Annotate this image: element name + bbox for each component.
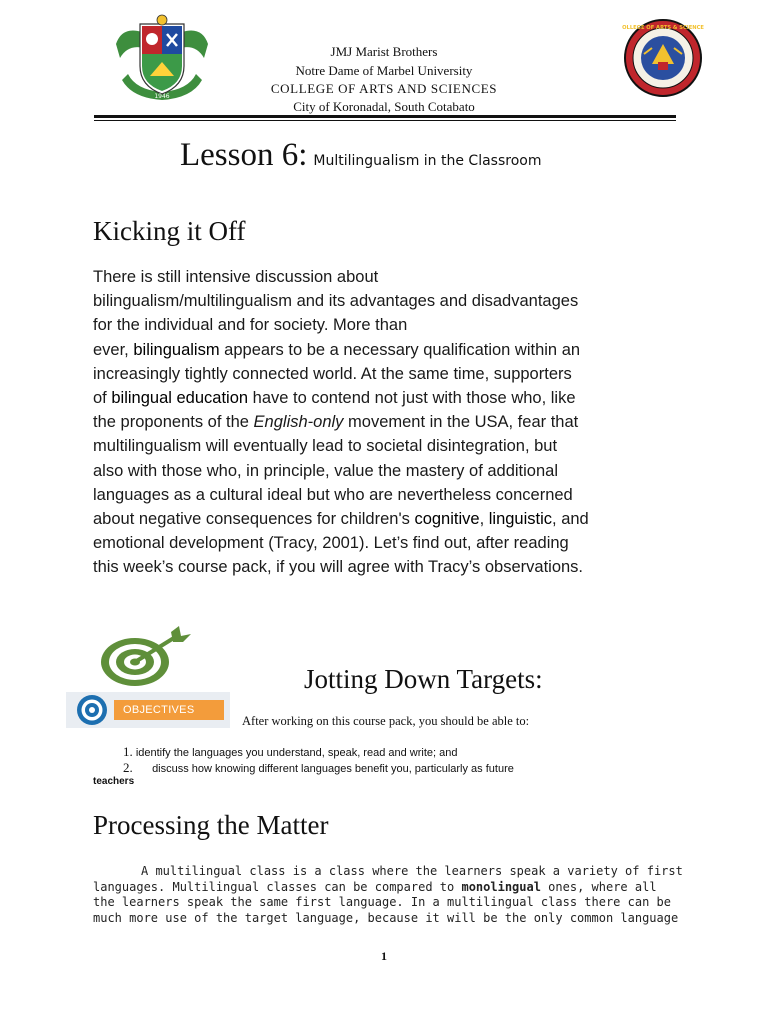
term-monolingual: monolingual bbox=[461, 879, 541, 894]
text-fragment: the proponents of the bbox=[93, 413, 254, 432]
target-illustration bbox=[99, 622, 195, 688]
paragraph-line: also with those who, in principle, value the mastery of additional bbox=[93, 461, 559, 480]
paragraph-line bbox=[93, 410, 693, 434]
term-cognitive: cognitive bbox=[414, 510, 480, 529]
text-fragment: ever, bbox=[93, 340, 134, 359]
kicking-paragraph bbox=[93, 265, 693, 580]
term-bilingual-education: bilingual education bbox=[111, 389, 249, 408]
targets-intro: After working on this course pack, you should be able to: bbox=[242, 714, 530, 728]
college-seal-label: COLLEGE OF ARTS & SCIENCES bbox=[622, 25, 704, 31]
objective-number: 2. bbox=[123, 760, 133, 775]
paragraph-line: There is still intensive discussion about bbox=[93, 268, 379, 286]
header-college-name: COLLEGE OF ARTS AND SCIENCES bbox=[270, 81, 498, 96]
seal-year: 1946 bbox=[154, 93, 170, 100]
paragraph-line bbox=[93, 386, 693, 410]
paragraph-line: multilingualism will eventually lead to societal disintegration, but bbox=[93, 437, 558, 456]
objective-item-continuation: teachers bbox=[93, 776, 135, 787]
paragraph-line: much more use of the target language, because it will be the only common language bbox=[93, 910, 679, 925]
paragraph-line: this week’s course pack, if you will agree with Tracy’s observations. bbox=[93, 558, 584, 577]
text-fragment: movement in the USA, fear that bbox=[343, 413, 579, 432]
processing-paragraph bbox=[93, 864, 683, 926]
paragraph-line: for the individual and for society. More than bbox=[93, 316, 408, 335]
bullseye-icon bbox=[66, 692, 114, 728]
text-fragment: of bbox=[93, 389, 112, 408]
section-heading-processing: Processing the Matter bbox=[93, 810, 329, 840]
objectives-label: OBJECTIVES bbox=[114, 700, 224, 720]
target-arrow-icon bbox=[99, 622, 195, 688]
text-fragment: have to contend not just with those who, like bbox=[248, 389, 576, 408]
objectives-badge bbox=[66, 692, 230, 728]
section-heading-targets: Jotting Down Targets: bbox=[304, 664, 543, 694]
term-linguistic: linguistic bbox=[488, 510, 553, 529]
paragraph-line: emotional development (Tracy, 2001). Let’s find out, after reading bbox=[93, 534, 569, 553]
page-number: 1 bbox=[381, 949, 387, 963]
objective-number: 1. bbox=[123, 744, 133, 759]
lesson-subtitle: Multilingualism in the Classroom bbox=[313, 153, 542, 169]
paragraph-line: A multilingual class is a class where the learners speak a variety of first bbox=[141, 864, 683, 878]
paragraph-line bbox=[93, 880, 683, 896]
text-fragment: appears to be a necessary qualification within an bbox=[219, 340, 581, 359]
term-bilingualism: bilingualism bbox=[133, 340, 220, 359]
text-fragment: ones, where all bbox=[540, 879, 657, 894]
lesson-title bbox=[180, 137, 541, 174]
paragraph-line: languages as a cultural ideal but who are nevertheless concerned bbox=[93, 485, 573, 504]
paragraph-line bbox=[93, 338, 693, 362]
term-english-only: English-only bbox=[253, 413, 344, 432]
section-heading-kicking-off: Kicking it Off bbox=[93, 216, 246, 246]
objective-item bbox=[123, 744, 457, 760]
paragraph-line bbox=[93, 507, 693, 531]
objective-item bbox=[123, 760, 514, 776]
paragraph-line: increasingly tightly connected world. At the same time, supporters bbox=[93, 364, 572, 383]
objective-text: discuss how knowing different languages benefit you, particularly as future bbox=[152, 763, 514, 775]
paragraph-line: the learners speak the same first language. In a multilingual class there can be bbox=[93, 895, 671, 910]
text-fragment: about negative consequences for children's bbox=[93, 510, 415, 529]
lesson-number: Lesson 6: bbox=[180, 137, 308, 173]
text-fragment: languages. Multilingual classes can be compared to bbox=[93, 879, 462, 894]
text-fragment: , and bbox=[552, 510, 589, 529]
paragraph-line: bilingualism/multilingualism and its advantages and disadvantages bbox=[93, 292, 579, 311]
objective-text: identify the languages you understand, speak, read and write; and bbox=[135, 747, 458, 759]
header-line-1: JMJ Marist Brothers bbox=[330, 44, 438, 59]
header-address: City of Koronadal, South Cotabato bbox=[293, 99, 475, 114]
header-line-2: Notre Dame of Marbel University bbox=[295, 63, 473, 78]
header-rule bbox=[94, 115, 676, 121]
text-fragment: , bbox=[479, 510, 489, 529]
